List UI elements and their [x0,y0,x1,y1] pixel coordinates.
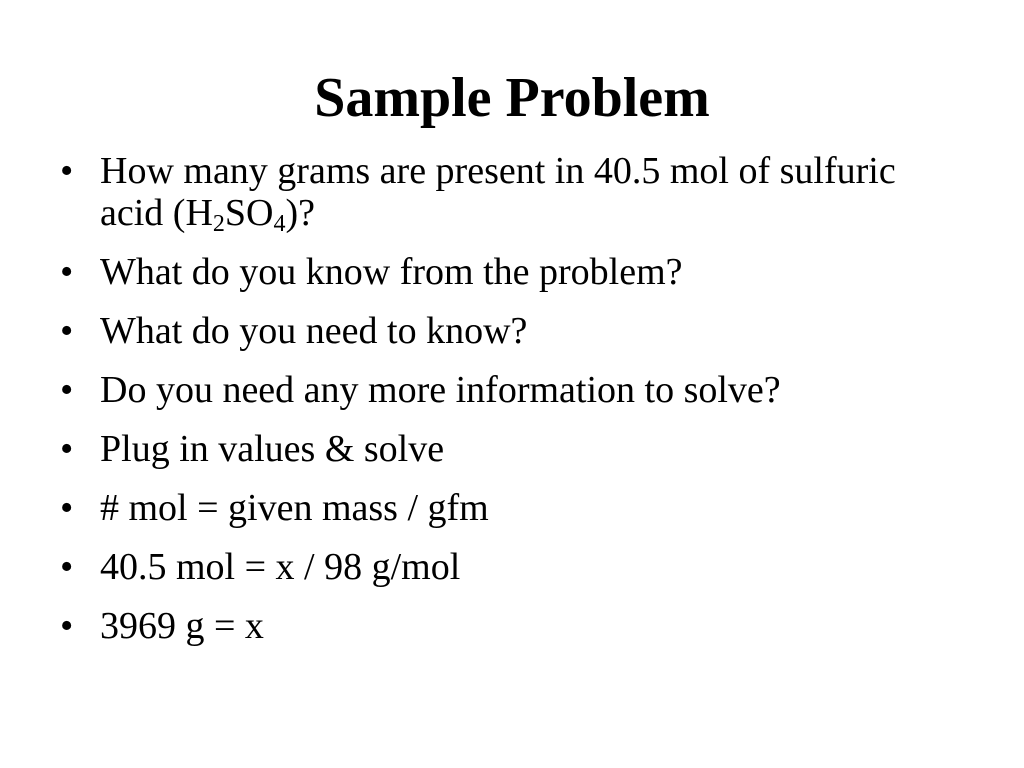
bullet-text: What do you know from the problem? [100,251,683,293]
bullet-icon: • [60,546,74,588]
bullet-icon: • [60,428,74,470]
bullet-item [60,150,960,237]
bullet-item [60,605,960,647]
bullet-item [60,310,960,352]
bullet-icon: • [60,605,74,647]
bullet-text: 3969 g = x [100,605,264,647]
bullet-text: Do you need any more information to solve? [100,369,781,411]
bullet-item [60,487,960,529]
bullet-list [60,150,960,664]
bullet-icon: • [60,310,74,352]
bullet-text: Plug in values & solve [100,428,445,470]
bullet-icon: • [60,251,74,293]
bullet-item [60,369,960,411]
bullet-text: What do you need to know? [100,310,528,352]
bullet-item [60,251,960,293]
bullet-icon: • [60,150,74,192]
bullet-item [60,428,960,470]
bullet-icon: • [60,487,74,529]
bullet-item [60,546,960,588]
bullet-text: # mol = given mass / gfm [100,487,489,529]
slide-title: Sample Problem [314,67,710,129]
bullet-icon: • [60,369,74,411]
bullet-text: 40.5 mol = x / 98 g/mol [100,546,461,588]
bullet-text: How many grams are present in 40.5 mol of sulfuric acid $(H_2SO_4)$? [100,150,896,237]
